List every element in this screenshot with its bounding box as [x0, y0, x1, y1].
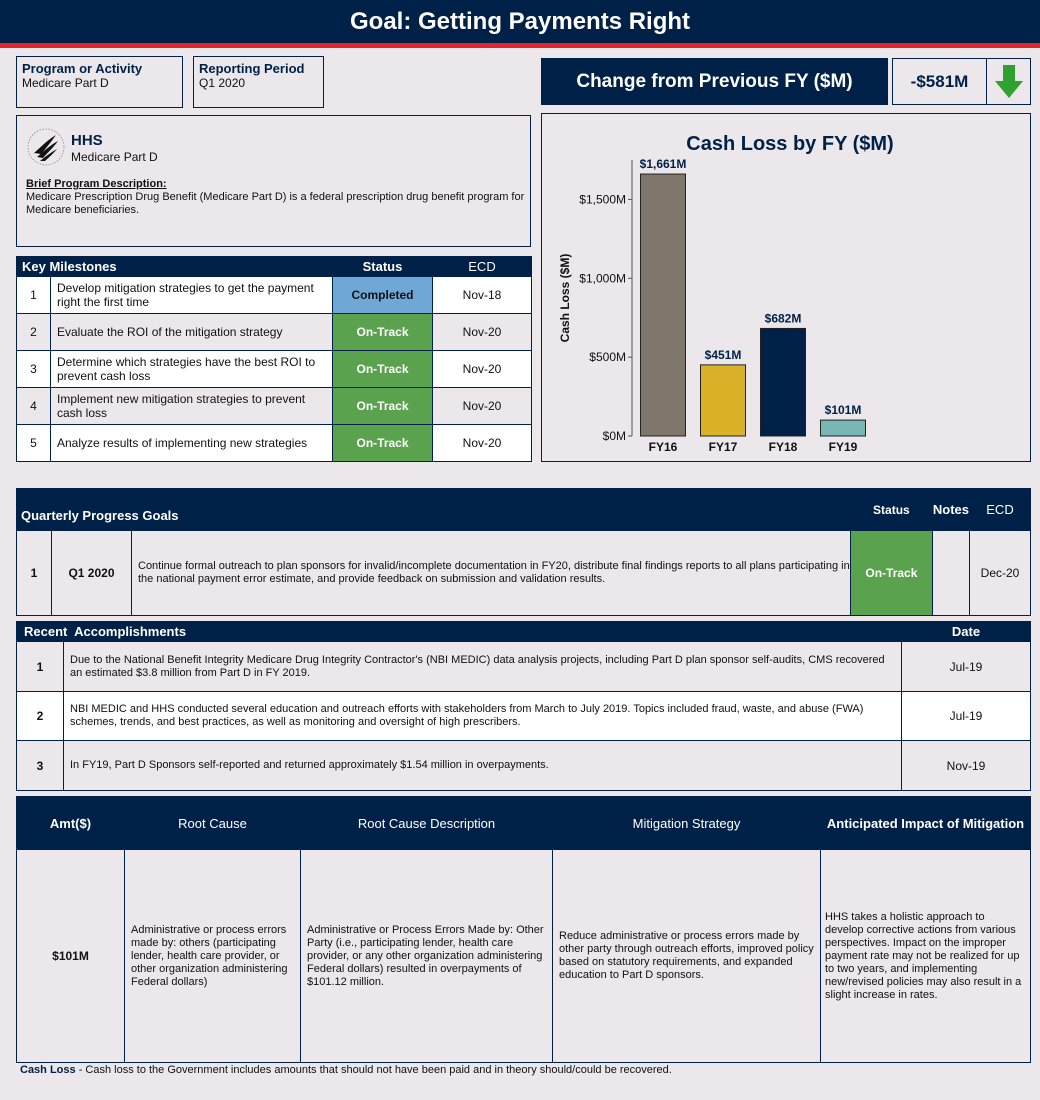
- y-tick-label: $1,500M: [579, 192, 626, 207]
- accomplishments-header: Recent Accomplishments: [17, 622, 902, 642]
- milestone-ecd: Nov-20: [433, 388, 532, 425]
- bar-data-label: $682M: [764, 311, 802, 326]
- milestones-status-header: Status: [333, 257, 433, 277]
- milestone-num: 3: [17, 351, 51, 388]
- status-badge: Completed: [333, 277, 433, 314]
- page-title: Goal: Getting Payments Right: [0, 0, 1040, 43]
- accomplishment-text: NBI MEDIC and HHS conducted several education and outreach efforts with stakeholders from March to July 2019. Topics included fraud, waste, and abuse (FWA) schemes, trends, and best practices, as well as monitoring and oversight of high prescribers.: [64, 692, 902, 741]
- milestone-num: 2: [17, 314, 51, 351]
- root-cause-row: [17, 850, 1031, 1063]
- quarterly-ecd-header: ECD: [970, 489, 1031, 531]
- milestones-ecd-header: ECD: [433, 257, 532, 277]
- bar: [761, 328, 806, 436]
- milestone-text: Analyze results of implementing new strategies: [51, 425, 333, 462]
- x-tick-label: FY18: [768, 440, 798, 454]
- milestone-row: [17, 351, 532, 388]
- status-badge: On-Track: [333, 314, 433, 351]
- milestone-ecd: Nov-18: [433, 277, 532, 314]
- milestone-row: [17, 425, 532, 462]
- milestone-text: Develop mitigation strategies to get the payment right the first time: [51, 277, 333, 314]
- description-label: Brief Program Description:: [26, 178, 167, 190]
- milestone-text: Evaluate the ROI of the mitigation strategy: [51, 314, 333, 351]
- change-value-box: [892, 58, 1031, 105]
- period-box: [193, 56, 324, 108]
- bar-data-label: $101M: [824, 403, 862, 418]
- amount-header: Amt($): [17, 797, 125, 850]
- anticipated-impact-text: HHS takes a holistic approach to develop corrective actions from various perspectives. Impact on the improper payment rate may not be realized for up to two years, and implementing new/revised policies may also result in a slight increase in rates.: [821, 850, 1031, 1063]
- title-divider: [0, 43, 1040, 48]
- milestone-row: [17, 277, 532, 314]
- accomplishment-num: 2: [17, 692, 64, 741]
- period-value: Q1 2020: [199, 76, 246, 90]
- y-tick-label: $500M: [589, 350, 626, 365]
- status-badge: On-Track: [333, 388, 433, 425]
- quarterly-status-header: Status: [850, 489, 932, 531]
- bar: [821, 420, 866, 436]
- chart-title: Cash Loss by FY ($M): [686, 133, 894, 155]
- footnote-label: Cash Loss: [20, 1064, 76, 1076]
- description-text: Medicare Prescription Drug Benefit (Medicare Part D) is a federal prescription drug benefit program for Medicare beneficiaries.: [26, 191, 525, 216]
- y-tick-label: $1,000M: [579, 271, 626, 286]
- quarterly-row: [17, 531, 1031, 616]
- quarterly-num: 1: [17, 531, 52, 616]
- quarterly-ecd: Dec-20: [970, 531, 1031, 616]
- bar: [641, 174, 686, 436]
- accomplishments-table: [16, 621, 1031, 791]
- change-label: Change from Previous FY ($M): [541, 58, 888, 105]
- milestones-header: Key Milestones: [17, 257, 333, 277]
- hhs-seal-icon: [26, 126, 66, 168]
- milestone-ecd: Nov-20: [433, 351, 532, 388]
- root-cause-text: Administrative or process errors made by: others (participating lender, health care provider, or other organization administering Federal dollars): [125, 850, 301, 1063]
- milestone-text: Determine which strategies have the best ROI to prevent cash loss: [51, 351, 333, 388]
- program-value: Medicare Part D: [22, 76, 109, 90]
- milestone-text: Implement new mitigation strategies to prevent cash loss: [51, 388, 333, 425]
- root-cause-header: Root Cause: [125, 797, 301, 850]
- program-box: [16, 56, 183, 108]
- bar-data-label: $1,661M: [639, 157, 687, 172]
- y-axis-label: Cash Loss ($M): [558, 253, 572, 343]
- milestones-table: [16, 256, 532, 462]
- program-label: Program or Activity: [22, 61, 143, 76]
- quarterly-text: Continue formal outreach to plan sponsors for invalid/incomplete documentation in FY20, distribute final findings reports to all plans participating in the national payment error estimate, and provide feedback on submission and validation results.: [132, 531, 851, 616]
- root-cause-table: [16, 796, 1031, 1063]
- bar-data-label: $451M: [704, 347, 742, 362]
- cash-loss-chart-panel: [541, 113, 1031, 462]
- accomplishment-date: Jul-19: [902, 642, 1031, 692]
- x-tick-label: FY17: [708, 440, 738, 454]
- change-value: -$581M: [910, 72, 969, 91]
- x-tick-label: FY16: [648, 440, 678, 454]
- status-badge: On-Track: [850, 531, 932, 616]
- cash-loss-chart: [542, 114, 1030, 461]
- root-cause-description-text: Administrative or Process Errors Made by: Other Party (i.e., participating lender, health care provider, or any other organization administering Federal dollars) resulted in overpayments of $101.12 million.: [301, 850, 553, 1063]
- bar: [701, 365, 746, 436]
- milestone-ecd: Nov-20: [433, 314, 532, 351]
- quarterly-notes-header: Notes: [932, 489, 969, 531]
- accomplishment-date: Nov-19: [902, 741, 1031, 791]
- down-arrow-icon: [986, 59, 1030, 104]
- milestone-num: 1: [17, 277, 51, 314]
- footnote-text: - Cash loss to the Government includes amounts that should not have been paid and in theory should/could be recovered.: [75, 1064, 672, 1076]
- quarterly-notes: [932, 531, 969, 616]
- agency-program: Medicare Part D: [71, 150, 158, 164]
- accomplishment-row: [17, 692, 1031, 741]
- status-badge: On-Track: [333, 351, 433, 388]
- root-cause-description-header: Root Cause Description: [301, 797, 553, 850]
- footnote: [20, 1064, 672, 1076]
- accomplishment-num: 1: [17, 642, 64, 692]
- agency-name: HHS: [71, 132, 103, 149]
- y-tick-label: $0M: [602, 429, 626, 443]
- anticipated-impact-header: Anticipated Impact of Mitigation: [821, 797, 1031, 850]
- period-label: Reporting Period: [199, 61, 305, 76]
- accomplishment-row: [17, 741, 1031, 791]
- mitigation-strategy-header: Mitigation Strategy: [553, 797, 821, 850]
- milestone-num: 4: [17, 388, 51, 425]
- quarterly-header: Quarterly Progress Goals: [17, 489, 851, 531]
- quarterly-quarter: Q1 2020: [52, 531, 132, 616]
- milestone-row: [17, 388, 532, 425]
- program-info-box: [16, 115, 531, 247]
- accomplishment-date: Jul-19: [902, 692, 1031, 741]
- status-badge: On-Track: [333, 425, 433, 462]
- accomplishment-row: [17, 642, 1031, 692]
- accomplishment-text: In FY19, Part D Sponsors self-reported and returned approximately $1.54 million in overpayments.: [64, 741, 902, 791]
- x-tick-label: FY19: [828, 440, 858, 454]
- accomplishment-text: Due to the National Benefit Integrity Medicare Drug Integrity Contractor's (NBI MEDIC) data analysis projects, including Part D plan sponsor self-audits, CMS recovered an estimated $3.8 million from Part D in FY 2019.: [64, 642, 902, 692]
- amount-value: $101M: [17, 850, 125, 1063]
- milestone-num: 5: [17, 425, 51, 462]
- quarterly-goals-table: [16, 488, 1031, 616]
- accomplishment-num: 3: [17, 741, 64, 791]
- mitigation-strategy-text: Reduce administrative or process errors made by other party through outreach efforts, improved policy based on statutory requirements, and expanded education to Part D sponsors.: [553, 850, 821, 1063]
- accomplishments-date-header: Date: [902, 622, 1031, 642]
- milestone-ecd: Nov-20: [433, 425, 532, 462]
- milestone-row: [17, 314, 532, 351]
